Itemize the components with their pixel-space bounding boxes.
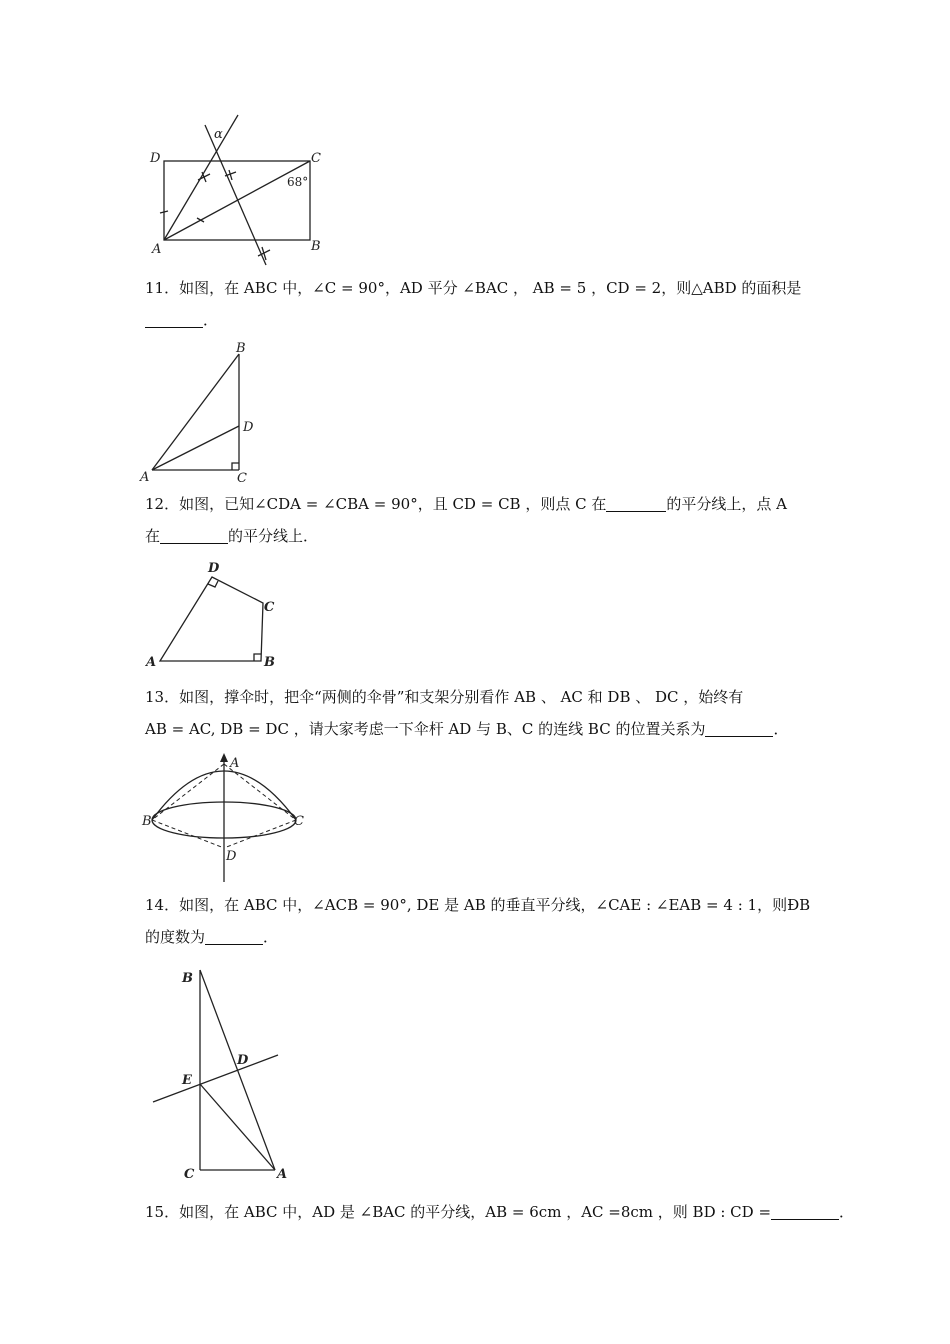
- segment-ae: [200, 1084, 275, 1170]
- question-14-line-1: 14．如图，在 ABC 中，∠ACB = 90°, DE 是 AB 的垂直平分线，∠CAE : ∠EAB = 4 : 1，则ÐB: [145, 896, 811, 914]
- right-angle-mark: [232, 463, 239, 470]
- question-13-line-1: 13．如图，撑伞时，把伞“两侧的伞骨”和支架分别看作 AB 、 AC 和 DB 、 DC ，始终有: [145, 688, 744, 706]
- question-12: [145, 488, 815, 552]
- diagonal-ac: [164, 161, 310, 240]
- label-d: D: [243, 420, 254, 435]
- perpendicular-line: [205, 125, 266, 265]
- label-e: E: [182, 1073, 192, 1088]
- figure-13-umbrella: [140, 752, 310, 887]
- label-d: D: [208, 561, 220, 576]
- question-14: [145, 889, 815, 953]
- label-c: C: [184, 1167, 195, 1182]
- question-12-line-1: 12．如图，已知∠CDA = ∠CBA = 90°，且 CD = CB ，则点 C 在 的平分线上，点 A: [145, 495, 787, 513]
- figure-11-triangle: [140, 340, 270, 485]
- label-c: C: [311, 151, 321, 166]
- perpendicular-bisector-de: [153, 1055, 278, 1102]
- label-d: D: [237, 1053, 249, 1068]
- question-14-line-2: 的度数为 ．: [145, 928, 279, 946]
- answer-blank[interactable]: [145, 309, 203, 328]
- question-15-line-1: 15．如图，在 ABC 中，AD 是 ∠BAC 的平分线，AB = 6cm ，AC =8cm ，则 BD : CD = ．: [145, 1203, 855, 1221]
- segment-ad: [152, 426, 239, 470]
- label-b: B: [142, 814, 152, 829]
- label-a: A: [140, 470, 150, 485]
- arrow-head: [220, 753, 228, 762]
- right-angle-mark-b: [254, 654, 261, 661]
- question-13: [145, 681, 815, 745]
- strut-db: [152, 820, 224, 848]
- side-ab: [152, 354, 239, 470]
- answer-blank[interactable]: [705, 718, 773, 737]
- label-a: A: [152, 242, 162, 257]
- label-d: D: [226, 849, 237, 864]
- question-15: [145, 1196, 855, 1228]
- question-11-line-1: 11．如图，在 ABC 中，∠C = 90°，AD 平分 ∠BAC ， AB = 5 ，CD = 2，则△ABD 的面积是: [145, 279, 802, 297]
- label-c: C: [294, 814, 304, 829]
- label-a: A: [277, 1167, 288, 1182]
- label-alpha: α: [214, 127, 223, 142]
- label-angle-68: 68°: [287, 175, 309, 189]
- answer-blank-2[interactable]: [160, 525, 228, 544]
- label-a: A: [146, 655, 157, 670]
- question-11: [145, 272, 815, 336]
- answer-blank-1[interactable]: [606, 493, 666, 512]
- label-b: B: [182, 971, 193, 986]
- figure-12-quadrilateral: [140, 556, 290, 671]
- figure-10-rectangle: [140, 110, 340, 270]
- label-b: B: [311, 239, 321, 254]
- answer-blank[interactable]: [205, 926, 263, 945]
- bisector-line: [164, 115, 238, 240]
- label-b: B: [264, 655, 275, 670]
- question-11-line-2: ．: [145, 304, 815, 336]
- answer-blank[interactable]: [771, 1201, 839, 1220]
- label-c: C: [264, 600, 275, 615]
- label-b: B: [236, 341, 246, 356]
- strut-dc: [224, 820, 296, 848]
- figure-14-triangle: [148, 960, 298, 1185]
- label-a: A: [230, 756, 240, 771]
- quadrilateral-adcb: [160, 577, 263, 661]
- question-12-line-2: 在 的平分线上．: [145, 527, 319, 545]
- label-c: C: [237, 471, 247, 486]
- question-13-line-2: AB = AC, DB = DC ，请大家考虑一下伞杆 AD 与 B、C 的连线 BC 的位置关系为 ．: [145, 720, 789, 738]
- label-d: D: [150, 151, 161, 166]
